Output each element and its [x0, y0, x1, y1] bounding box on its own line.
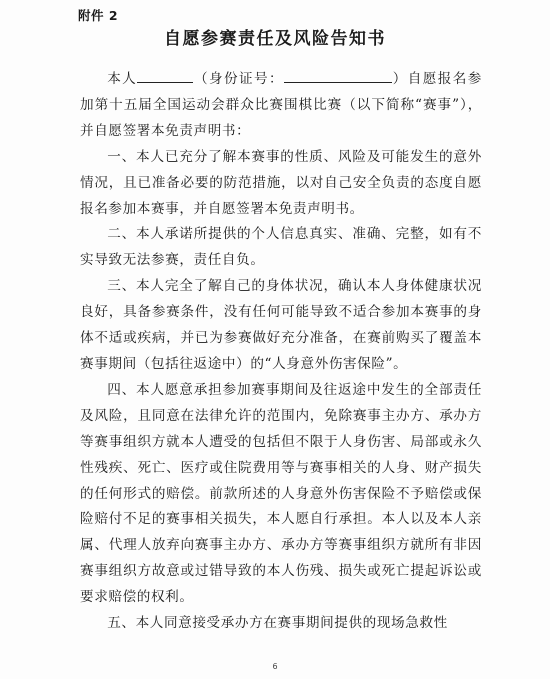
intro-text-3: ）自愿报名参加第十五届全国运动会群众比赛围棋比赛（以下简称“赛事”），并自愿签署本免责声明书：: [80, 71, 482, 139]
clause-2: 二、本人承诺所提供的个人信息真实、准确、完整，如有不实导致无法参赛，责任自负。: [80, 226, 482, 269]
clause-1: 一、本人已充分了解本赛事的性质、风险及可能发生的意外情况，且已准备必要的防范措施，以对自己安全负责的态度自愿报名参加本赛事，并自愿签署本免责声明书。: [80, 148, 482, 217]
attachment-label: 附件 2: [78, 8, 119, 23]
id-number-blank-line: [284, 70, 392, 83]
clause-3: 三、本人完全了解自己的身体状况，确认本人身体健康状况良好，具备参赛条件，没有任何可能导致不适合参加本赛事的身体不适或疾病，并已为参赛做好充分准备，在赛前购买了覆盖本赛事期间（包括往返途中）的“人身意外伤害保险”。: [80, 278, 482, 372]
clause-4: 四、本人愿意承担参加赛事期间及往返途中发生的全部责任及风险，且同意在法律允许的范围内，免除赛事主办方、承办方等赛事组织方就本人遭受的包括但不限于人身伤害、局部或永久性残疾、死亡、医疗或住院费用等与赛事相关的人身、财产损失的任何形式的赔偿。前款所述的人身意外伤害保险不予赔偿或保险赔付不足的赛事相关损失，本人愿自行承担。本人以及本人亲属、代理人放弃向赛事主办方、承办方等赛事组织方就所有非因赛事组织方故意或过错导致的本人伤残、损失或死亡提起诉讼或要求赔偿的权利。: [80, 381, 482, 606]
intro-text-2: （身份证号：: [193, 71, 284, 87]
clause-5: 五、本人同意接受承办方在赛事期间提供的现场急救性: [107, 615, 448, 632]
intro-text-1: 本人: [107, 71, 138, 87]
document-title: 自愿参赛责任及风险告知书: [164, 29, 386, 49]
page-number: 6: [272, 662, 278, 671]
intro-paragraph: [80, 67, 482, 145]
name-blank-line: [137, 70, 193, 83]
document-body: [80, 67, 482, 637]
